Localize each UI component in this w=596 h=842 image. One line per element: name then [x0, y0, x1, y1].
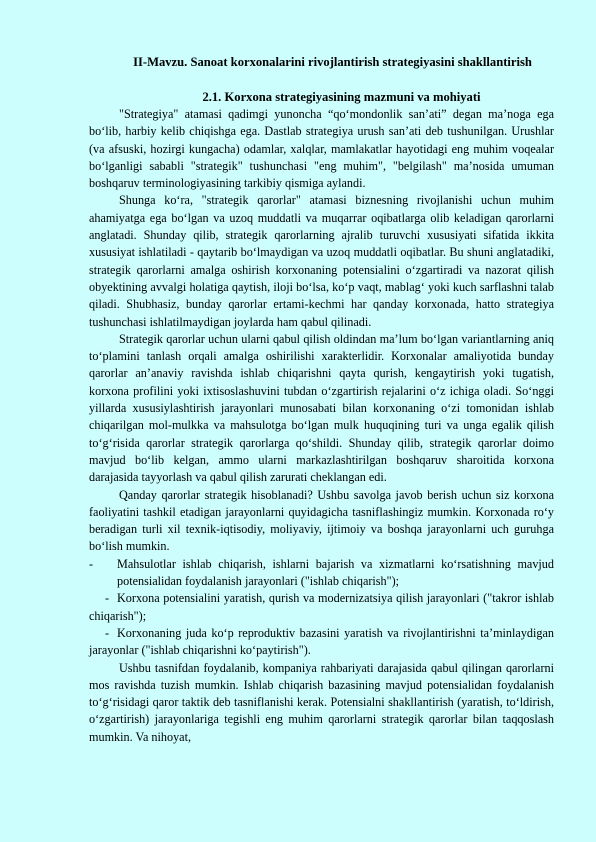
paragraph: Shunga ko‘ra, "strategik qarorlar" atamasi biznesning rivojlanishi uchun muhim ahamiyatga ega bo‘lgan va uzoq muddatli va muqarrar oqibatlarga olib keladigan qarorlarni anglatadi. Shunday qilib, strategik qarorlarning ajralib turuvchi xususiyati sifatida ikkita xususiyat ishlatiladi - qaytarib bo‘lmaydigan va uzoq muddatli oqibatlar. Bu shuni anglatadiki, strategik qarorlarni amalga oshirish korxonaning potensialini o‘zgartiradi va nazorat qilish obyektining avvalgi holatiga qaytish, iloji bo‘lsa, ko‘p vaqt, mablag‘ yoki kuch sarflashni talab qiladi. Shubhasiz, bunday qarorlar ertami-kechmi har qanday korxonada, hatto strategiya tushunchasi ishlatilmaydigan joylarda ham qabul qilinadi. [89, 193, 554, 329]
paragraph: Qanday qarorlar strategik hisoblanadi? Ushbu savolga javob berish uchun siz korxona faoliyatini tashkil etadigan jarayonlarni quyidagicha tasniflashingiz mumkin. Korxonada ro‘y beradigan turli xil texnik-iqtisodiy, moliyaviy, ijtimoiy va boshqa jarayonlarni uch guruhga bo‘lish mumkin. [89, 487, 554, 554]
list-dash: - [105, 625, 110, 640]
section-heading: 2.1. Korxona strategiyasining mazmuni va mohiyati [202, 90, 481, 104]
paragraph: "Strategiya" atamasi qadimgi yunoncha “qo‘mondonlik san’ati” degan ma’noga ega bo‘lib, harbiy kelib chiqishga ega. Dastlab strategiya urush san’ati deb tushunilgan. Urushlar (va afsuski, hozirgi kungacha) odamlar, xalqlar, mamlakatlar hayotidagi eng muhim voqealar bo‘lganligi sababli "strategik" tushunchasi "eng muhim", "belgilash" ma’nosida umuman boshqaruv terminologiyasining tarkibiy qismiga aylandi. [89, 107, 554, 191]
list-item-text: Korxonaning juda ko‘p reproduktiv bazasini yaratish va rivojlantirishni ta’minlaydigan jarayonlar ("ishlab chiqarishni ko‘paytirish"). [89, 625, 554, 658]
list-item-text: Korxona potensialini yaratish, qurish va modernizatsiya qilish jarayonlari ("takror ishlab chiqarish"); [89, 591, 554, 623]
list-item [89, 556, 554, 591]
list-dash: - [88, 556, 93, 571]
document-body [89, 0, 554, 746]
paragraph: Strategik qarorlar uchun ularni qabul qilish oldindan ma’lum bo‘lgan variantlarning aniq to‘plamini tanlash orqali amalga oshirilishi xarakterlidir. Korxonalar amaliyotida bunday qarorlar an’anaviy ravishda ishlab chiqarishni qayta qurish, kengaytirish yoki tugatish, korxona profilini yoki ixtisoslashuvini tubdan o‘zgartirish rejalarini o‘z ichiga oladi. So‘nggi yillarda xususiylashtirish jarayonlari munosabati bilan korxonaning o‘zi tomonidan ishlab chiqarilgan mol-mulkka va mahsulotga bo‘lgan mulk huquqining turi va unga egalik qilish to‘g‘risida qarorlar strategik qarorlarga qo‘shildi. Shunday qilib, strategik qarorlar doimo mavjud bo‘lib kelgan, ammo ularni markazlashtirilgan boshqaruv sharoitida korxona darajasida tayyorlash va qabul qilish zarurati cheklangan edi. [89, 331, 554, 485]
list-item [89, 590, 554, 625]
list-dash: - [105, 591, 110, 606]
list-item [89, 625, 554, 660]
list-item-text: Mahsulotlar ishlab chiqarish, ishlarni bajarish va xizmatlarni ko‘rsatishning mavjud potensialidan foydalanish jarayonlari ("ishlab chiqarish"); [117, 556, 554, 589]
paragraph: Ushbu tasnifdan foydalanib, kompaniya rahbariyati darajasida qabul qilingan qarorlarni mos ravishda tuzish mumkin. Ishlab chiqarish bazasining mavjud potensialidan foydalanish to‘g‘risidagi qaror taktik deb tasniflanishi kerak. Potensialni shakllantirish (yaratish, to‘ldirish, o‘zgartirish) jarayonlariga tegishli eng muhim qarorlarni strategik qarorlar bilan taqqoslash mumkin. Va nihoyat, [89, 660, 554, 744]
chapter-title: II-Mavzu. Sanoat korxonalarini rivojlantirish strategiyasini shakllantirish [133, 55, 532, 69]
